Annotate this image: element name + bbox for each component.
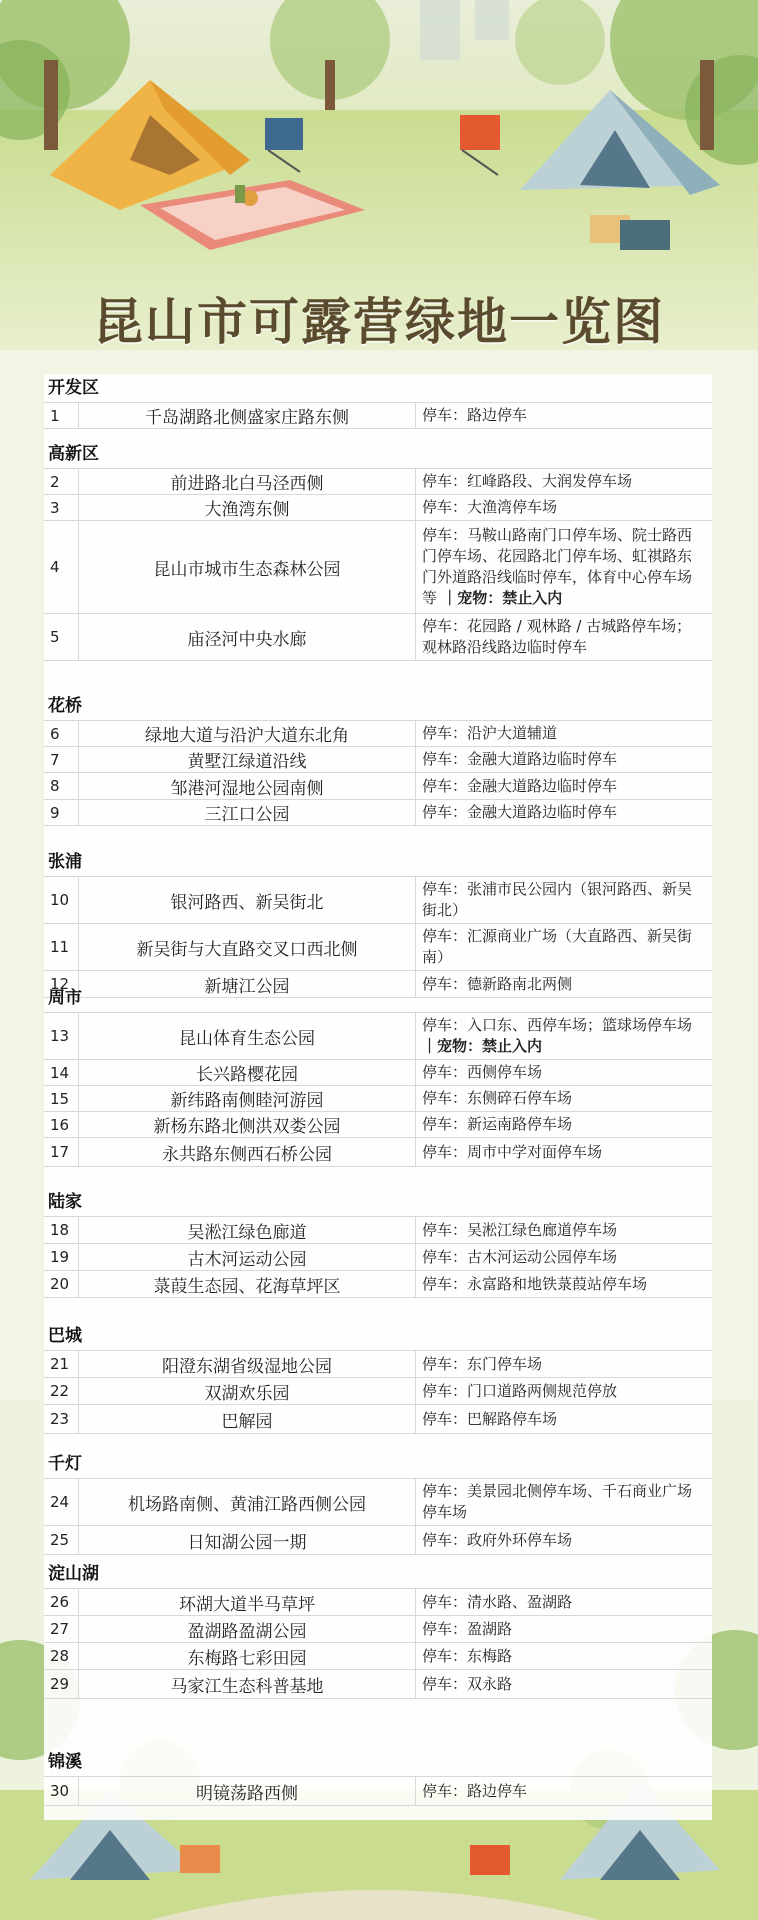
- site-name: 千岛湖路北侧盛家庄路东侧: [79, 403, 416, 428]
- site-name: 新杨东路北侧洪双娄公园: [79, 1112, 416, 1137]
- page-title: 昆山市可露营绿地一览图: [93, 293, 665, 351]
- site-name: 吴淞江绿色廊道: [79, 1217, 416, 1243]
- parking-info: [416, 721, 712, 746]
- row-number: 16: [44, 1112, 79, 1137]
- parking-info: [416, 1112, 712, 1137]
- site-name: 巴解园: [79, 1405, 416, 1433]
- table-row: [44, 1111, 712, 1137]
- table-row: [44, 1404, 712, 1434]
- row-number: 10: [44, 877, 79, 923]
- site-name: 黄墅江绿道沿线: [79, 747, 416, 772]
- district-name: 开发区: [48, 378, 99, 398]
- table-row: [44, 1012, 712, 1059]
- table-row: [44, 876, 712, 923]
- parking-text: 停车：金融大道路边临时停车: [422, 750, 618, 768]
- parking-text: 停车：清水路、盈湖路: [422, 1592, 573, 1611]
- parking-info: [416, 877, 712, 923]
- parking-info: [416, 1138, 712, 1166]
- district-section: [44, 1188, 712, 1298]
- row-number: 6: [44, 721, 79, 746]
- table-row: [44, 1669, 712, 1699]
- row-number: 27: [44, 1616, 79, 1642]
- table-row: [44, 1525, 712, 1555]
- parking-info: [416, 1217, 712, 1243]
- district-name: 陆家: [48, 1192, 82, 1212]
- table-row: [44, 1216, 712, 1243]
- row-number: 30: [44, 1777, 79, 1805]
- district-rows: [44, 468, 712, 661]
- row-number: 1: [44, 403, 79, 428]
- parking-text: 停车：吴淞江绿色廊道停车场: [422, 1220, 618, 1239]
- row-number: 9: [44, 800, 79, 825]
- table-row: [44, 1642, 712, 1669]
- district-rows: [44, 1350, 712, 1434]
- table-row: [44, 613, 712, 661]
- site-name: 盈湖路盈湖公园: [79, 1616, 416, 1642]
- parking-text: 停车：路边停车: [422, 1781, 528, 1800]
- district-section: [44, 984, 712, 1167]
- row-number: 29: [44, 1670, 79, 1698]
- parking-info: [416, 469, 712, 494]
- parking-info: [416, 1643, 712, 1669]
- site-name: 新纬路南侧睦河游园: [79, 1086, 416, 1111]
- site-name: 长兴路樱花园: [79, 1060, 416, 1085]
- district-rows: [44, 1216, 712, 1298]
- district-name: 张浦: [48, 852, 82, 872]
- row-number: 26: [44, 1589, 79, 1615]
- site-name: 新塘江公园: [79, 971, 416, 997]
- site-name: 绿地大道与沿沪大道东北角: [79, 721, 416, 746]
- pet-policy: ｜宠物：禁止入内: [422, 1037, 543, 1055]
- parking-info: [416, 521, 712, 613]
- parking-info: [416, 1060, 712, 1085]
- site-name: 日知湖公园一期: [79, 1526, 416, 1554]
- row-number: 22: [44, 1378, 79, 1404]
- row-number: 7: [44, 747, 79, 772]
- site-name: 马家江生态科普基地: [79, 1670, 416, 1698]
- table-row: [44, 720, 712, 746]
- parking-info: [416, 1271, 712, 1297]
- parking-info: [416, 1479, 712, 1525]
- parking-info: [416, 1351, 712, 1377]
- table-row: [44, 1243, 712, 1270]
- parking-info: [416, 924, 712, 970]
- campsite-table: [44, 374, 712, 1820]
- site-name: 菉葭生态园、花海草坪区: [79, 1271, 416, 1297]
- parking-info: [416, 1013, 712, 1059]
- parking-text: 停车：周市中学对面停车场: [422, 1142, 603, 1161]
- parking-text: 停车：东梅路: [422, 1646, 513, 1665]
- site-name: 大渔湾东侧: [79, 495, 416, 520]
- table-row: [44, 1059, 712, 1085]
- district-rows: [44, 1012, 712, 1167]
- district-section: [44, 440, 712, 661]
- parking-text: 停车：新运南路停车场: [422, 1115, 573, 1133]
- table-row: [44, 1137, 712, 1167]
- table-row: [44, 799, 712, 826]
- parking-info: [416, 1777, 712, 1805]
- site-name: 新吴街与大直路交叉口西北侧: [79, 924, 416, 970]
- row-number: 23: [44, 1405, 79, 1433]
- table-row: [44, 746, 712, 772]
- row-number: 20: [44, 1271, 79, 1297]
- row-number: 14: [44, 1060, 79, 1085]
- parking-info: [416, 614, 712, 660]
- site-name: 东梅路七彩田园: [79, 1643, 416, 1669]
- parking-text: 停车：巴解路停车场: [422, 1409, 558, 1428]
- district-section: [44, 1560, 712, 1699]
- table-row: [44, 1478, 712, 1525]
- parking-info: [416, 403, 712, 428]
- district-section: [44, 1322, 712, 1434]
- district-rows: [44, 1478, 712, 1555]
- site-name: 双湖欢乐园: [79, 1378, 416, 1404]
- district-rows: [44, 876, 712, 998]
- site-name: 银河路西、新吴街北: [79, 877, 416, 923]
- table-row: [44, 1085, 712, 1111]
- table-row: [44, 468, 712, 494]
- parking-text: 停车：双永路: [422, 1674, 513, 1693]
- parking-text: 停车：红峰路段、大润发停车场: [422, 472, 633, 490]
- parking-info: [416, 1405, 712, 1433]
- table-row: [44, 520, 712, 613]
- parking-text: 停车：路边停车: [422, 406, 528, 424]
- pet-policy: ｜宠物：禁止入内: [437, 589, 563, 607]
- table-row: [44, 1377, 712, 1404]
- row-number: 3: [44, 495, 79, 520]
- parking-info: [416, 1086, 712, 1111]
- site-name: 机场路南侧、黄浦江路西侧公园: [79, 1479, 416, 1525]
- row-number: 24: [44, 1479, 79, 1525]
- site-name: 邹港河湿地公园南侧: [79, 773, 416, 799]
- parking-text: 停车：马鞍山路南门口停车场、院士路西门停车场、花园路北门停车场、虹祺路东门外道路沿线临时停车，体育中心停车场等: [422, 526, 693, 607]
- parking-info: [416, 1670, 712, 1698]
- parking-text: 停车：美景园北侧停车场、千石商业广场停车场: [422, 1482, 693, 1521]
- row-number: 13: [44, 1013, 79, 1059]
- table-row: [44, 1776, 712, 1806]
- parking-info: [416, 1589, 712, 1615]
- parking-text: 停车：汇源商业广场（大直路西、新吴街南）: [422, 927, 693, 966]
- parking-text: 停车：东门停车场: [422, 1354, 543, 1373]
- row-number: 25: [44, 1526, 79, 1554]
- parking-info: [416, 1378, 712, 1404]
- district-section: [44, 374, 712, 429]
- parking-text: 停车：金融大道路边临时停车: [422, 776, 618, 795]
- parking-text: 停车：政府外环停车场: [422, 1530, 573, 1549]
- table-row: [44, 1270, 712, 1298]
- parking-text: 停车：沿沪大道辅道: [422, 724, 558, 742]
- site-name: 明镜荡路西侧: [79, 1777, 416, 1805]
- district-name: 巴城: [48, 1326, 82, 1346]
- row-number: 15: [44, 1086, 79, 1111]
- row-number: 12: [44, 971, 79, 997]
- parking-info: [416, 1616, 712, 1642]
- parking-info: [416, 773, 712, 799]
- parking-text: 停车：古木河运动公园停车场: [422, 1247, 618, 1266]
- site-name: 昆山体育生态公园: [79, 1013, 416, 1059]
- parking-info: [416, 747, 712, 772]
- parking-info: [416, 1244, 712, 1270]
- table-row: [44, 494, 712, 520]
- site-name: 古木河运动公园: [79, 1244, 416, 1270]
- parking-text: 停车：西侧停车场: [422, 1063, 543, 1081]
- row-number: 2: [44, 469, 79, 494]
- row-number: 21: [44, 1351, 79, 1377]
- row-number: 17: [44, 1138, 79, 1166]
- row-number: 11: [44, 924, 79, 970]
- site-name: 前进路北白马泾西侧: [79, 469, 416, 494]
- row-number: 8: [44, 773, 79, 799]
- site-name: 永共路东侧西石桥公园: [79, 1138, 416, 1166]
- row-number: 19: [44, 1244, 79, 1270]
- row-number: 28: [44, 1643, 79, 1669]
- district-name: 锦溪: [48, 1752, 82, 1772]
- district-rows: [44, 1588, 712, 1699]
- district-section: [44, 848, 712, 998]
- table-row: [44, 1588, 712, 1615]
- district-section: [44, 692, 712, 826]
- parking-text: 停车：门口道路两侧规范停放: [422, 1381, 618, 1400]
- parking-text: 停车：金融大道路边临时停车: [422, 803, 618, 821]
- parking-text: 停车：张浦市民公园内（银河路西、新吴街北）: [422, 880, 693, 919]
- parking-text: 停车：盈湖路: [422, 1619, 513, 1638]
- district-section: [44, 1748, 712, 1806]
- row-number: 4: [44, 521, 79, 613]
- table-row: [44, 1615, 712, 1642]
- table-row: [44, 1350, 712, 1377]
- site-name: 环湖大道半马草坪: [79, 1589, 416, 1615]
- district-name: 高新区: [48, 444, 99, 464]
- table-row: [44, 402, 712, 429]
- parking-info: [416, 800, 712, 825]
- parking-text: 停车：德新路南北两侧: [422, 974, 573, 993]
- district-name: 千灯: [48, 1454, 82, 1474]
- district-name: 周市: [48, 988, 82, 1008]
- parking-text: 停车：大渔湾停车场: [422, 498, 558, 516]
- parking-text: 停车：花园路 / 观林路 / 古城路停车场；观林路沿线路边临时停车: [422, 617, 692, 656]
- row-number: 18: [44, 1217, 79, 1243]
- district-section: [44, 1450, 712, 1555]
- parking-text: 停车：东侧碎石停车场: [422, 1089, 573, 1107]
- district-name: 淀山湖: [48, 1564, 99, 1584]
- table-row: [44, 923, 712, 970]
- district-rows: [44, 402, 712, 429]
- table-row: [44, 772, 712, 799]
- district-name: 花桥: [48, 696, 82, 716]
- site-name: 阳澄东湖省级湿地公园: [79, 1351, 416, 1377]
- site-name: 三江口公园: [79, 800, 416, 825]
- district-rows: [44, 1776, 712, 1806]
- site-name: 庙泾河中央水廊: [79, 614, 416, 660]
- district-rows: [44, 720, 712, 826]
- parking-info: [416, 495, 712, 520]
- row-number: 5: [44, 614, 79, 660]
- site-name: 昆山市城市生态森林公园: [79, 521, 416, 613]
- parking-text: 停车：永富路和地铁菉葭站停车场: [422, 1274, 648, 1293]
- parking-info: [416, 1526, 712, 1554]
- parking-text: 停车：入口东、西停车场；篮球场停车场: [422, 1016, 693, 1034]
